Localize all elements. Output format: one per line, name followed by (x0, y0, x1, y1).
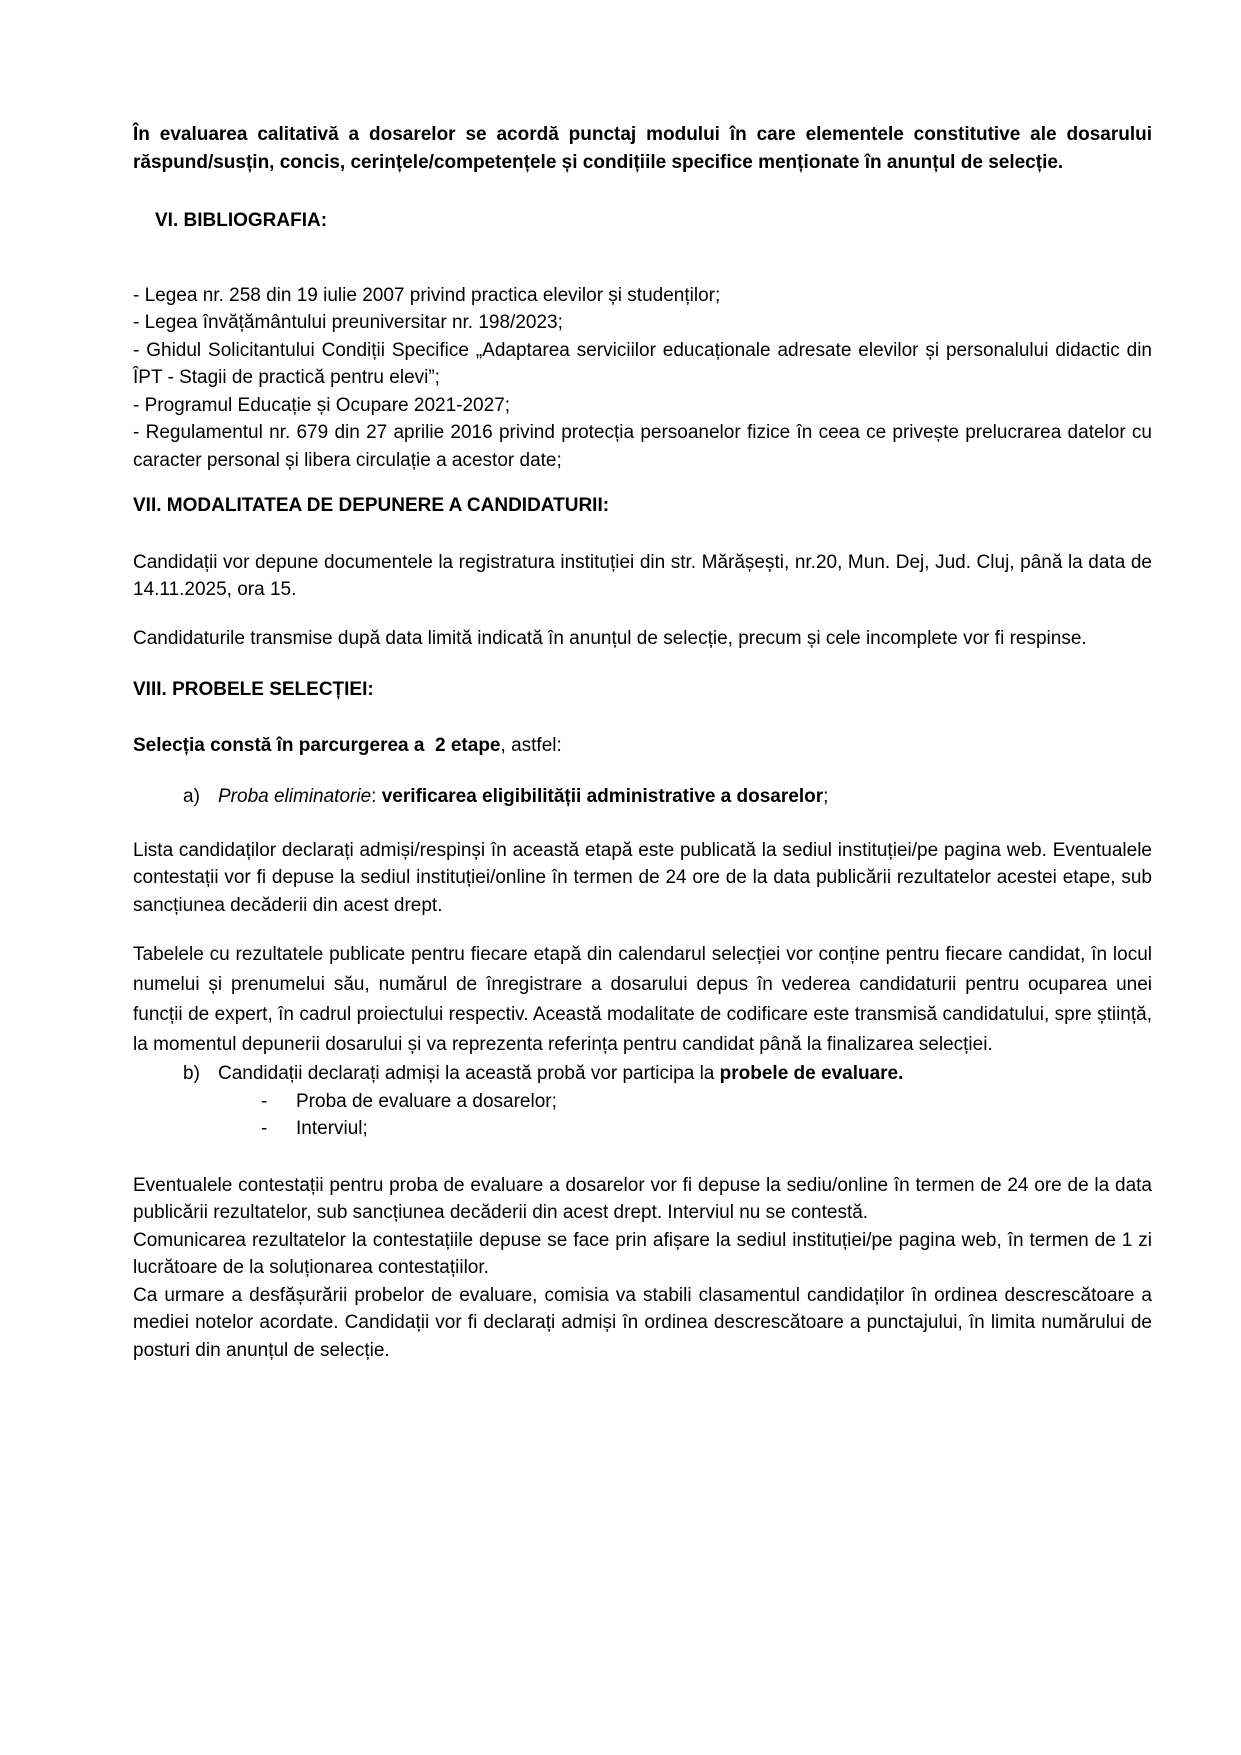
dash-bullet: - (261, 1118, 268, 1139)
section-vi-heading: VI. BIBLIOGRAFIA: (155, 210, 328, 231)
dash-bullet: - (261, 1090, 268, 1112)
intro-paragraph: În evaluarea calitativă a dosarelor se acordă punctaj modului în care elementele constitutive ale dosarului răspund/susțin, concis, cerințele/competențele și condițiile specifice menționate în anunțul de selecție. (133, 124, 1152, 173)
section-viii-heading: VIII. PROBELE SELECȚIEI: (133, 679, 374, 700)
bibliography-item-3: - Ghidul Solicitantului Condiții Specifice „Adaptarea serviciilor educaționale adresate elevilor și personalului didactic din ÎPT - Stagii de practică pentru elevi”; (133, 339, 1152, 388)
contestation-paragraph: Eventualele contestații pentru proba de evaluare a dosarelor vor fi depuse la sediu/online în termen de 24 ore de la data publicării rezultatelor, sub sancțiunea decăderii din acest drept. Interviul nu se contestă. (133, 1174, 1152, 1223)
selection-intro-bold: Selecția constă în parcurgerea a 2 etape (133, 734, 501, 756)
ranking-paragraph: Ca urmare a desfășurării probelor de evaluare, comisia va stabili clasamentul candidaților în ordinea descrescătoare a mediei notelor acordate. Candidații vor fi declarați admiși în ordinea descrescătoare a punctajului, în limita numărului de posturi din anunțul de selecție. (133, 1284, 1152, 1361)
submission-paragraph-deadline: Candidații vor depune documentele la registratura instituției din str. Mărășești, nr.20, Mun. Dej, Jud. Cluj, până la data de 14.11.2025, ora 15. (133, 551, 1152, 600)
bibliography-list (133, 282, 1152, 475)
stage-b-item (133, 1060, 1152, 1088)
stage-a-bold: verificarea eligibilității administrative a dosarelor (381, 786, 824, 807)
selection-intro-paragraph (133, 732, 1152, 760)
evaluation-sub-item-1 (133, 1088, 1152, 1116)
evaluation-sub-item-1-text: Proba de evaluare a dosarelor; (296, 1090, 557, 1112)
selection-intro-rest: , astfel: (500, 734, 562, 756)
stage-a-separator: : (371, 786, 382, 807)
results-list-paragraph: Lista candidaților declarați admiși/respinși în această etapă este publicată la sediul instituției/pe pagina web. Eventualele contestații vor fi depuse la sediul instituției/online în termen de 24 ore de la data publicării rezultatelor acestei etape, sub sancțiunea decăderii din acest drept. (133, 839, 1152, 916)
results-communication-paragraph: Comunicarea rezultatelor la contestațiile depuse se face prin afișare la sediul instituției/pe pagina web, în termen de 1 zi lucrătoare de la soluționarea contestațiilor. (133, 1229, 1152, 1278)
submission-paragraph-rejected: Candidaturile transmise după data limită indicată în anunțul de selecție, precum și cele incomplete vor fi respinse. (133, 627, 1087, 649)
closing-block (133, 1172, 1152, 1365)
bibliography-item-4: - Programul Educație și Ocupare 2021-2027; (133, 394, 511, 416)
evaluation-sub-item-2 (133, 1115, 1152, 1143)
evaluation-sub-item-2-text: Interviul; (296, 1118, 368, 1139)
stage-a-italic: Proba eliminatorie (218, 786, 372, 807)
stage-b-regular: Candidații declarați admiși la această probă vor participa la (218, 1063, 720, 1084)
coding-tables-paragraph: Tabelele cu rezultatele publicate pentru fiecare etapă din calendarul selecției vor conține pentru fiecare candidat, în locul numelui și prenumelui său, numărul de înregistrare a dosarului depus în vederea candidaturii pentru ocuparea unei funcții de expert, în cadrul proiectului respectiv. Această modalitate de codificare este transmisă candidatului, spre știință, la momentul depunerii dosarului și va reprezenta referința pentru candidat până la finalizarea selecției. (133, 944, 1152, 1055)
stage-a-end: ; (823, 786, 829, 807)
stage-b-end: . (898, 1063, 904, 1084)
stage-a-text (218, 783, 1152, 811)
section-vii-heading: VII. MODALITATEA DE DEPUNERE A CANDIDATURII: (133, 495, 610, 516)
bibliography-item-1: - Legea nr. 258 din 19 iulie 2007 privind practica elevilor și studenților; (133, 284, 721, 306)
stage-a-item (133, 783, 1152, 811)
stage-b-bold: probele de evaluare (719, 1063, 899, 1084)
bibliography-item-2: - Legea învățământului preuniversitar nr. 198/2023; (133, 312, 563, 333)
bibliography-item-5: - Regulamentul nr. 679 din 27 aprilie 2016 privind protecția persoanelor fizice în ceea ce privește prelucrarea datelor cu caracter personal și libera circulație a acestor date; (133, 422, 1152, 471)
stage-b-text (218, 1060, 1152, 1088)
stage-a-label: a) (183, 786, 200, 807)
stage-b-label: b) (183, 1063, 200, 1084)
